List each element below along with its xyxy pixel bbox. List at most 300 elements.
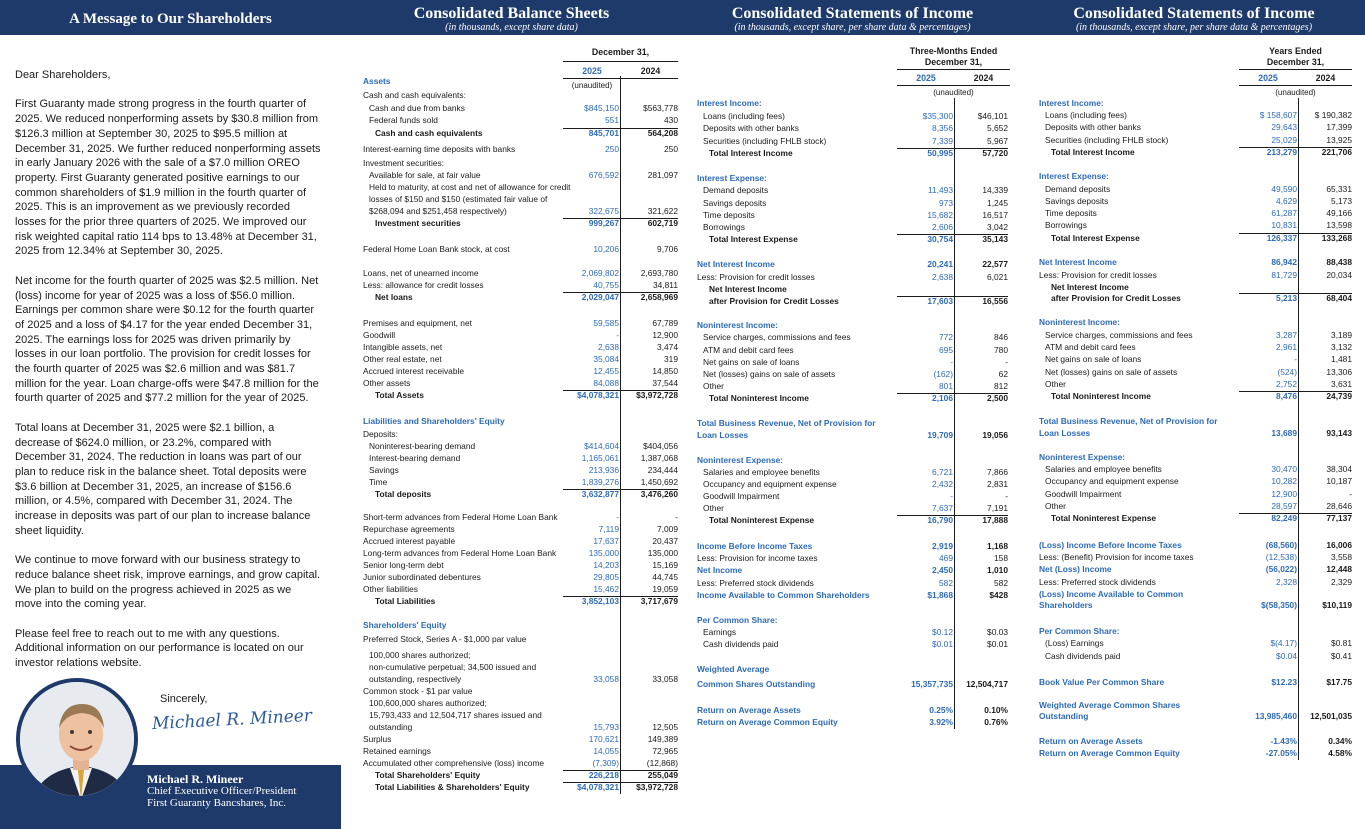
row-value-2024: 16,556 [982, 296, 1008, 306]
inc12-period-2: December 31, [1266, 57, 1325, 67]
balance-row [363, 292, 678, 304]
balance-unaudited: (unaudited) [571, 81, 613, 90]
inc12-row [1039, 367, 1352, 379]
row-label: Retained earnings [363, 746, 431, 756]
row-label: Securities (including FHLB stock) [703, 136, 827, 146]
row-label: Salaries and employee benefits [703, 467, 820, 477]
row-value-2024: 65,331 [1326, 184, 1352, 194]
balance-row [363, 441, 678, 453]
row-value-2025: 13,689 [1271, 428, 1297, 438]
row-value-2025: $12.23 [1271, 677, 1297, 687]
row-value-2024: 13,925 [1326, 135, 1352, 145]
row-label: Noninterest Income: [1039, 317, 1120, 327]
row-value-2024: 158 [994, 553, 1008, 563]
row-label: Net Interest Income [697, 259, 775, 269]
inc12-row [1039, 638, 1352, 650]
signatory-name: Michael R. Mineer [147, 772, 244, 786]
inc12-row [1039, 379, 1352, 391]
row-label: Borrowings [703, 222, 745, 232]
row-value-2025: $414,604 [584, 441, 619, 451]
row-value-2025: 10,206 [593, 244, 619, 254]
inc12-row [1039, 464, 1352, 476]
inc12-header [1023, 0, 1365, 35]
subtotal-rule [1239, 293, 1352, 294]
signatory-role: Chief Executive Officer/President [147, 785, 297, 797]
row-value-2024: 77,137 [1326, 513, 1352, 523]
row-value-2025: 7,339 [932, 136, 953, 146]
row-value-2024: 149,389 [647, 734, 678, 744]
row-label: Weighted Average [697, 664, 770, 674]
row-value-2024: 5,652 [987, 123, 1008, 133]
row-label: Goodwill Impairment [1045, 489, 1122, 499]
column-divider [1298, 98, 1299, 760]
row-value-2025: 19,709 [927, 430, 953, 440]
row-label: Common Shares Outstanding [697, 679, 816, 689]
inc12-row [1039, 171, 1352, 183]
row-value-2024: - [1349, 489, 1352, 499]
inc3-row [697, 491, 1010, 503]
row-label: ATM and debit card fees [1045, 342, 1136, 352]
balance-row [363, 722, 678, 734]
inc12-row [1039, 293, 1352, 305]
balance-row [363, 674, 678, 686]
row-label: Other [703, 503, 724, 513]
row-label: Noninterest-bearing demand [369, 441, 476, 451]
balance-header [341, 0, 682, 35]
balance-row [363, 465, 678, 477]
balance-row [363, 536, 678, 548]
row-label: Total Interest Income [1051, 147, 1135, 157]
row-value-2025: 20,241 [927, 259, 953, 269]
balance-row [363, 342, 678, 354]
balance-row [363, 548, 678, 560]
balance-year-2025: 2025 [582, 66, 602, 76]
balance-row [363, 650, 678, 662]
balance-row [363, 378, 678, 390]
column-divider [954, 98, 955, 729]
balance-row [363, 268, 678, 280]
row-value-2024: 2,500 [987, 393, 1008, 403]
signature: Michael R. Mineer [151, 705, 313, 735]
inc12-row [1039, 317, 1352, 329]
row-label: Federal Home Loan Bank stock, at cost [363, 244, 510, 254]
row-value-2025: -27.05% [1265, 748, 1297, 758]
letter-paragraph: We continue to move forward with our business strategy to reduce balance sheet risk, improve earnings, and grow capital. We plan to build on the progress achieved in 2025 as we move into the coming year. [15, 554, 321, 611]
row-value-2024: 0.34% [1328, 736, 1352, 746]
balance-row [363, 782, 678, 794]
row-value-2024: 35,143 [982, 234, 1008, 244]
inc12-row [1039, 122, 1352, 134]
inc12-row [1039, 677, 1352, 689]
row-value-2024: 68,404 [1326, 293, 1352, 303]
row-label: Goodwill [363, 330, 396, 340]
inc12-row [1039, 600, 1352, 612]
row-value-2025: (56,022) [1265, 564, 1297, 574]
row-label: Liabilities and Shareholders' Equity [363, 416, 505, 426]
row-label: after Provision for Credit Losses [709, 296, 839, 306]
row-value-2025: 25,029 [1271, 135, 1297, 145]
row-value-2025: 695 [939, 345, 953, 355]
row-label: Securities (including FHLB stock) [1045, 135, 1169, 145]
inc3-period: Three-Months Ended [909, 46, 998, 56]
inc3-row [697, 357, 1010, 369]
row-value-2025: (524) [1277, 367, 1297, 377]
row-value-2025: 772 [939, 332, 953, 342]
inc12-row [1039, 135, 1352, 147]
inc3-year-2025: 2025 [916, 73, 936, 83]
balance-row [363, 182, 678, 194]
row-value-2025: $(4.17) [1270, 638, 1297, 648]
row-label: Net gains on sale of loans [1045, 354, 1142, 364]
row-label: (Loss) Income Before Income Taxes [1039, 540, 1182, 550]
row-value-2024: 602,719 [647, 218, 678, 228]
row-value-2025: 49,590 [1271, 184, 1297, 194]
row-label: Interest Expense: [1039, 171, 1109, 181]
row-label: Total Shareholders' Equity [375, 770, 481, 780]
row-value-2025: 226,218 [588, 770, 619, 780]
row-value-2024: 16,006 [1326, 540, 1352, 550]
row-value-2024: 3,558 [1331, 552, 1352, 562]
row-value-2024: 582 [994, 578, 1008, 588]
row-value-2025: 676,592 [588, 170, 619, 180]
row-value-2025: 1,165,061 [581, 453, 619, 463]
inc12-row [1039, 98, 1352, 110]
row-value-2025: 35,084 [593, 354, 619, 364]
row-value-2025: -1.43% [1270, 736, 1297, 746]
inc12-year-2025: 2025 [1258, 73, 1278, 83]
inc3-row [697, 345, 1010, 357]
row-value-2024: 20,437 [652, 536, 678, 546]
inc12-row [1039, 208, 1352, 220]
row-value-2024: $17.75 [1326, 677, 1352, 687]
row-value-2025: 30,754 [927, 234, 953, 244]
inc12-period: Years Ended [1269, 46, 1322, 56]
row-label: Occupancy and equipment expense [703, 479, 837, 489]
row-value-2025: $0.01 [932, 639, 953, 649]
balance-sheet [363, 40, 678, 800]
balance-row [363, 734, 678, 746]
row-label: Accumulated other comprehensive (loss) income [363, 758, 545, 768]
balance-period: December 31, [591, 47, 650, 57]
row-value-2025: 14,055 [593, 746, 619, 756]
balance-row [363, 524, 678, 536]
row-value-2024: 133,268 [1321, 233, 1352, 243]
row-value-2025: 999,267 [588, 218, 619, 228]
row-value-2025: $4,078,321 [577, 782, 619, 792]
row-label: Total Liabilities & Shareholders' Equity [375, 782, 530, 792]
letter-paragraph: Total loans at December 31, 2025 were $2.1 billion, a decrease of $624.0 million, or 23.2%, compared with December 31, 2024. The reduction in loans was part of our plan to reduce risk in the balance sheet. Total deposits were $3.6 billion at December 31, 2025, an increase of $156.6 million, or 4.5%, compared with December 31, 2024. The increase in deposits was part of our plan to increase balance sheet liquidity. [15, 421, 311, 537]
row-label: Service charges, commissions and fees [1045, 330, 1193, 340]
row-value-2025: 15,462 [593, 584, 619, 594]
inc12-row [1039, 736, 1352, 748]
inc3-row [697, 234, 1010, 246]
row-label: ATM and debit card fees [703, 345, 794, 355]
row-value-2024: 3,717,679 [640, 596, 678, 606]
row-value-2024: 564,208 [647, 128, 678, 138]
row-label: Outstanding [1039, 711, 1089, 721]
row-label: Total Assets [375, 390, 424, 400]
row-value-2024: 2,329 [1331, 577, 1352, 587]
row-value-2024: 28,646 [1326, 501, 1352, 511]
row-label: Junior subordinated debentures [363, 572, 481, 582]
row-label: Return on Average Common Equity [697, 717, 838, 727]
row-label: Weighted Average Common Shares [1039, 700, 1181, 710]
row-label: Common stock - $1 par value [363, 686, 473, 696]
row-value-2025: 16,790 [927, 515, 953, 525]
row-label: Less: Provision for income taxes [697, 553, 818, 563]
row-label: (Loss) Earnings [1045, 638, 1104, 648]
row-value-2025: (7,309) [592, 758, 619, 768]
row-value-2024: $ 190,382 [1314, 110, 1352, 120]
row-value-2025: 213,936 [588, 465, 619, 475]
row-label: losses of $150 and $150 (estimated fair value of [369, 194, 548, 204]
row-label: Per Common Share: [1039, 626, 1120, 636]
row-value-2025: 2,752 [1276, 379, 1297, 389]
row-value-2024: 255,049 [647, 770, 678, 780]
row-label: 15,793,433 and 12,504,717 shares issued and [369, 710, 542, 720]
row-label: Time deposits [703, 210, 755, 220]
inc12-row [1039, 342, 1352, 354]
row-value-2024: $3,972,728 [636, 782, 678, 792]
row-value-2025: 81,729 [1271, 270, 1297, 280]
inc3-row [697, 369, 1010, 381]
row-value-2024: 38,304 [1326, 464, 1352, 474]
row-value-2025: 801 [939, 381, 953, 391]
row-value-2025: 14,203 [593, 560, 619, 570]
inc3-row [697, 479, 1010, 491]
row-label: Return on Average Assets [697, 705, 801, 715]
row-label: Noninterest Income: [697, 320, 778, 330]
balance-row [363, 354, 678, 366]
row-label: Time deposits [1045, 208, 1097, 218]
row-value-2025: 3,287 [1276, 330, 1297, 340]
inc3-row [697, 503, 1010, 515]
row-value-2025: 126,337 [1266, 233, 1297, 243]
balance-row [363, 280, 678, 292]
row-value-2025: 29,643 [1271, 122, 1297, 132]
inc3-row [697, 553, 1010, 565]
row-label: Book Value Per Common Share [1039, 677, 1165, 687]
inc12-row [1039, 711, 1352, 723]
row-label: Total Interest Expense [1051, 233, 1140, 243]
inc3-row [697, 627, 1010, 639]
row-label: Less: Provision for credit losses [697, 272, 815, 282]
inc3-row [697, 173, 1010, 185]
row-value-2025: 2,638 [932, 272, 953, 282]
row-label: Less: allowance for credit losses [363, 280, 484, 290]
inc3-row [697, 123, 1010, 135]
row-value-2025: 17,603 [927, 296, 953, 306]
balance-row [363, 194, 678, 206]
balance-row [363, 512, 678, 524]
balance-row [363, 686, 678, 698]
row-label: Total Liabilities [375, 596, 436, 606]
inc12-row [1039, 147, 1352, 159]
inc12-row [1039, 564, 1352, 576]
inc12-row [1039, 552, 1352, 564]
row-value-2025: 12,455 [593, 366, 619, 376]
row-value-2025: $ 158,607 [1259, 110, 1297, 120]
row-value-2025: 2,961 [1276, 342, 1297, 352]
row-label: Available for sale, at fair value [369, 170, 481, 180]
row-value-2024: 57,720 [982, 148, 1008, 158]
row-value-2025: - [950, 491, 953, 501]
subtotal-rule [897, 234, 1008, 235]
row-label: Net (losses) gains on sale of assets [703, 369, 836, 379]
balance-row [363, 244, 678, 256]
balance-row [363, 318, 678, 330]
inc12-header-title: Consolidated Statements of Income [1073, 5, 1315, 22]
row-value-2025: $4,078,321 [577, 390, 619, 400]
row-value-2025: 40,755 [593, 280, 619, 290]
row-value-2024: 221,706 [1321, 147, 1352, 157]
inc12-row [1039, 428, 1352, 440]
inc12-row [1039, 220, 1352, 232]
inc3-row [697, 664, 1010, 676]
row-label: Earnings [703, 627, 737, 637]
inc3-row [697, 418, 1010, 430]
balance-row [363, 366, 678, 378]
inc3-unaudited: (unaudited) [933, 88, 974, 97]
inc3-row [697, 136, 1010, 148]
row-value-2024: 17,888 [982, 515, 1008, 525]
row-value-2024: 7,009 [657, 524, 678, 534]
row-value-2025: 2,606 [932, 222, 953, 232]
subtotal-rule [1239, 233, 1352, 234]
row-label: Net Interest Income [1039, 257, 1117, 267]
row-value-2024: 430 [664, 115, 678, 125]
row-label: Accrued interest payable [363, 536, 456, 546]
row-label: Held to maturity, at cost and net of allowance for credit [369, 182, 571, 192]
row-label: Loans, net of unearned income [363, 268, 479, 278]
row-value-2024: 17,399 [1326, 122, 1352, 132]
row-value-2024: 812 [994, 381, 1008, 391]
row-value-2025: 2,432 [932, 479, 953, 489]
inc3-row [697, 148, 1010, 160]
inc12-unaudited: (unaudited) [1275, 88, 1316, 97]
row-label: Noninterest Expense: [697, 455, 784, 465]
row-label: 100,000 shares authorized; [369, 650, 471, 660]
row-label: Borrowings [1045, 220, 1087, 230]
row-label: Net Income [697, 565, 743, 575]
row-value-2024: $563,778 [643, 103, 678, 113]
row-label: Net (losses) gains on sale of assets [1045, 367, 1178, 377]
inc3-row [697, 515, 1010, 527]
row-value-2024: 5,967 [987, 136, 1008, 146]
balance-year-2024: 2024 [640, 66, 661, 76]
inc3-row [697, 98, 1010, 110]
row-value-2024: 34,811 [653, 280, 678, 290]
inc12-row [1039, 196, 1352, 208]
subtotal-rule [1239, 391, 1352, 392]
row-label: Federal funds sold [369, 115, 438, 125]
row-value-2024: (12,868) [646, 758, 678, 768]
row-value-2025: 50,995 [927, 148, 953, 158]
subtotal-rule [897, 296, 1008, 297]
row-value-2024: $0.03 [987, 627, 1008, 637]
row-label: Interest-bearing demand [369, 453, 461, 463]
inc3-row [697, 717, 1010, 729]
row-value-2025: 10,831 [1271, 220, 1297, 230]
row-value-2024: 72,965 [652, 746, 678, 756]
row-value-2024: 14,850 [652, 366, 678, 376]
row-label: Less: Provision for credit losses [1039, 270, 1157, 280]
row-label: Less: (Benefit) Provision for income taxes [1039, 552, 1194, 562]
balance-row [363, 170, 678, 182]
row-value-2025: 8,356 [932, 123, 953, 133]
subtotal-rule [1239, 513, 1352, 514]
inc3-row [697, 284, 1010, 296]
inc3-row [697, 541, 1010, 553]
inc12-row [1039, 577, 1352, 589]
row-value-2024: 20,034 [1326, 270, 1352, 280]
inc3-row [697, 210, 1010, 222]
row-value-2024: 24,739 [1326, 391, 1352, 401]
inc12-row [1039, 626, 1352, 638]
balance-row [363, 489, 678, 501]
balance-row [363, 698, 678, 710]
row-label: Return on Average Assets [1039, 736, 1143, 746]
row-label: Investment securities [375, 218, 461, 228]
row-label: Preferred Stock, Series A - $1,000 par value [363, 634, 527, 644]
row-value-2024: 3,474 [657, 342, 678, 352]
shareholder-letter [15, 68, 321, 685]
inc3-row [697, 222, 1010, 234]
row-value-2024: 14,339 [982, 185, 1008, 195]
row-value-2024: $10,119 [1322, 600, 1352, 610]
row-value-2025: 3.92% [929, 717, 953, 727]
row-label: Short-term advances from Federal Home Loan Bank [363, 512, 558, 522]
row-value-2024: 2,693,780 [640, 268, 678, 278]
balance-row [363, 330, 678, 342]
row-value-2024: $46,101 [977, 111, 1008, 121]
row-label: Occupancy and equipment expense [1045, 476, 1179, 486]
row-label: Senior long-term debt [363, 560, 444, 570]
row-value-2025: 10,282 [1271, 476, 1297, 486]
row-label: Intangible assets, net [363, 342, 443, 352]
row-value-2024: 22,577 [982, 259, 1008, 269]
row-label: Shareholders [1039, 600, 1093, 610]
row-value-2024: 33,058 [652, 674, 678, 684]
inc12-row [1039, 257, 1352, 269]
letter-closing: Sincerely, [160, 693, 208, 705]
inc12-row [1039, 476, 1352, 488]
row-value-2025: 82,249 [1271, 513, 1297, 523]
inc12-row [1039, 501, 1352, 513]
row-label: Less: Preferred stock dividends [697, 578, 814, 588]
row-value-2025: 7,119 [598, 524, 619, 534]
row-value-2024: $3,972,728 [636, 390, 678, 400]
row-value-2025: 170,621 [588, 734, 619, 744]
row-label: Interest-earning time deposits with banks [363, 144, 516, 154]
row-label: outstanding, respectively [369, 674, 462, 684]
inc3-row [697, 320, 1010, 332]
inc12-row [1039, 354, 1352, 366]
ceo-portrait [16, 678, 138, 800]
balance-row [363, 206, 678, 218]
balance-header-subtitle: (in thousands, except share data) [445, 22, 578, 33]
row-value-2025: $35,300 [922, 111, 953, 121]
row-value-2025: (12,538) [1265, 552, 1297, 562]
row-label: Salaries and employee benefits [1045, 464, 1162, 474]
balance-row [363, 572, 678, 584]
income-statement-year [1039, 40, 1352, 800]
row-value-2025: 845,701 [588, 128, 619, 138]
inc3-header [682, 0, 1023, 35]
row-value-2025: $845,150 [584, 103, 619, 113]
balance-row [363, 90, 678, 102]
row-value-2025: 3,632,877 [581, 489, 619, 499]
